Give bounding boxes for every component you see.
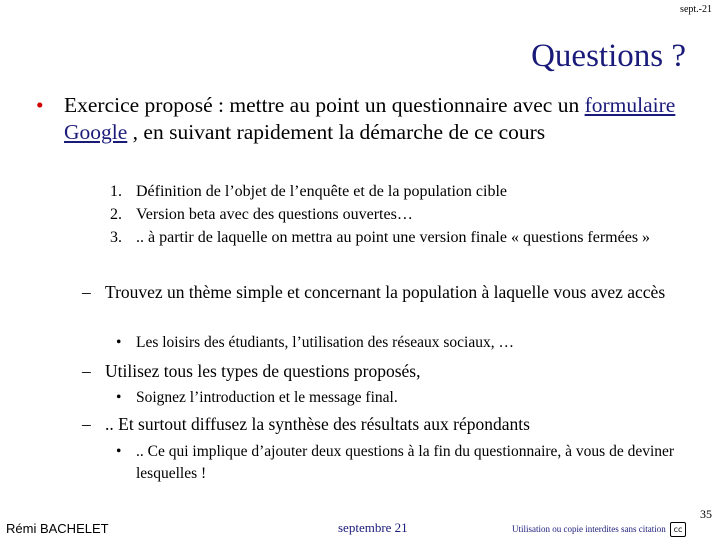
slide-title: Questions ?	[531, 38, 686, 74]
list-item	[110, 203, 670, 226]
dash-item-text: .. Et surtout diffusez la synthèse des résultats aux répondants	[105, 414, 530, 434]
list-number: 2.	[110, 206, 122, 223]
sub-bullet-text: Les loisirs des étudiants, l’utilisation des réseaux sociaux, …	[136, 334, 514, 351]
dash-item-theme	[82, 281, 682, 304]
list-item-text: Définition de l’objet de l’enquête et de la population cible	[136, 183, 507, 200]
footer-date: septembre 21	[338, 520, 408, 535]
page-number: 35	[700, 507, 712, 521]
list-number: 1.	[110, 183, 122, 200]
sub-bullet-intro	[116, 387, 676, 409]
numbered-list	[110, 180, 670, 249]
intro-text-after: , en suivant rapidement la démarche de ce cours	[127, 120, 546, 144]
list-item-text: .. à partir de laquelle on mettra au point une version finale « questions fermées »	[136, 229, 651, 246]
header-date: sept.-21	[680, 4, 712, 15]
sub-bullet-examples	[116, 332, 676, 354]
sub-bullet-icon: •	[116, 334, 122, 351]
dash-item-synthesis	[82, 413, 682, 436]
dash-item-text: Utilisez tous les types de questions proposés,	[105, 361, 421, 381]
footer-license: Utilisation ou copie interdites sans citation	[512, 524, 666, 534]
list-number: 3.	[110, 229, 122, 246]
dash-bullet: –	[82, 414, 91, 434]
intro-paragraph	[36, 92, 676, 146]
list-item	[110, 226, 670, 249]
sub-bullet-icon: •	[116, 389, 122, 406]
intro-text-before: Exercice proposé : mettre au point un questionnaire avec un	[64, 93, 585, 117]
cc-icon: cc	[670, 522, 686, 537]
dash-item-text: Trouvez un thème simple et concernant la population à laquelle vous avez accès	[105, 282, 666, 302]
footer-author: Rémi BACHELET	[6, 521, 109, 536]
dash-bullet: –	[82, 282, 91, 302]
sub-bullet-icon: •	[116, 443, 122, 460]
intro-text	[64, 92, 676, 146]
bullet-icon: •	[36, 93, 44, 117]
google-form-link[interactable]: formulaire Google	[64, 93, 676, 144]
list-item	[110, 180, 670, 203]
dash-bullet: –	[82, 361, 91, 381]
sub-bullet-text: Soignez l’introduction et le message final.	[136, 389, 398, 406]
list-item-text: Version beta avec des questions ouvertes…	[136, 206, 413, 223]
dash-item-question-types	[82, 360, 682, 383]
sub-bullet-text: .. Ce qui implique d’ajouter deux questions à la fin du questionnaire, à vous de deviner lesquelles !	[136, 443, 675, 482]
sub-bullet-questions	[116, 441, 676, 485]
